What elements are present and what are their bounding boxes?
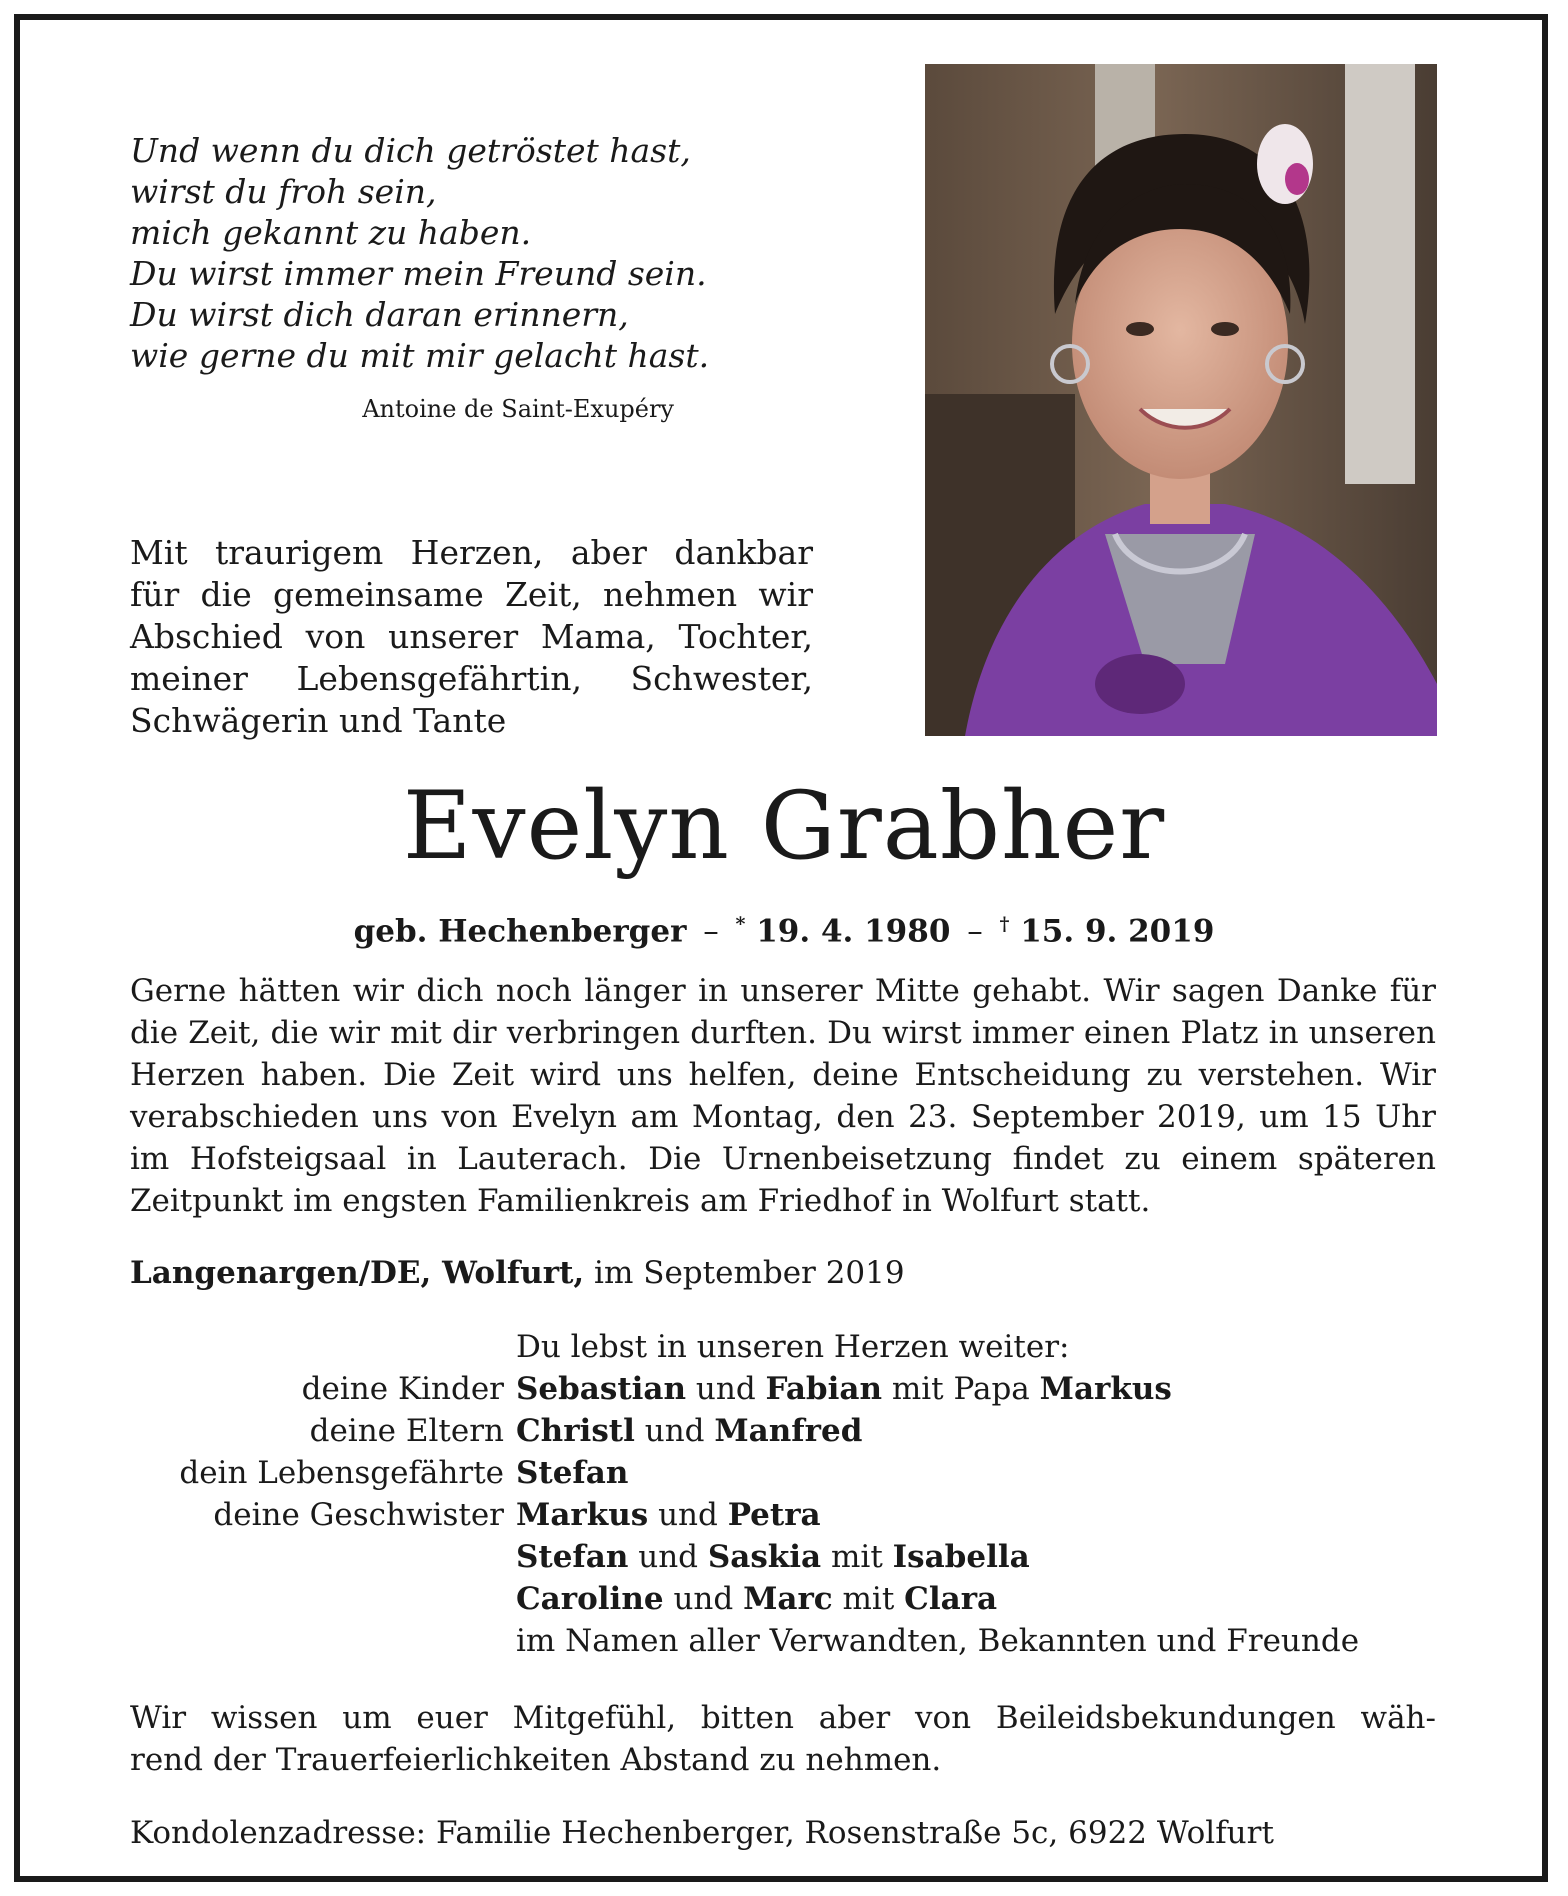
body-line: die Zeit, die wir mit dir verbringen durften. Du wirst immer einen Platz in unseren xyxy=(130,1015,1436,1051)
birth-date: 19. 4. 1980 xyxy=(756,913,951,950)
family-member-name: Manfred xyxy=(714,1413,863,1449)
family-relation: dein Lebensgefährte xyxy=(179,1455,504,1491)
family-row xyxy=(130,1494,1436,1536)
intro-text xyxy=(130,532,813,742)
intro-line: für die gemeinsame Zeit, nehmen wir xyxy=(130,575,813,614)
family-names xyxy=(516,1494,821,1536)
portrait-photo xyxy=(925,64,1437,736)
family-row xyxy=(130,1536,1436,1578)
family-connector: und xyxy=(686,1371,766,1407)
intro-line: Mit traurigem Herzen, aber dankbar xyxy=(130,533,813,572)
family-member-name: Markus xyxy=(516,1497,649,1533)
intro-line: Schwägerin und Tante xyxy=(130,701,507,740)
family-member-name: Stefan xyxy=(516,1539,629,1575)
family-member-name: Marc xyxy=(743,1581,833,1617)
intro-line: Abschied von unserer Mama, Tochter, xyxy=(130,617,813,656)
family-heading: Du lebst in unseren Herzen weiter: xyxy=(516,1329,1070,1365)
family-member-name: Saskia xyxy=(707,1539,822,1575)
family-names xyxy=(516,1578,997,1620)
poem xyxy=(130,130,710,376)
family-member-name: Caroline xyxy=(516,1581,664,1617)
poem-line: Du wirst immer mein Freund sein. xyxy=(130,254,707,293)
family-names xyxy=(516,1536,1030,1578)
family-member-name: Christl xyxy=(516,1413,635,1449)
family-member-name: Fabian xyxy=(765,1371,883,1407)
place-names: Langenargen/DE, Wolfurt, xyxy=(130,1255,585,1291)
family-connector: und xyxy=(628,1539,708,1575)
body-line: Zeitpunkt im engsten Familienkreis am Friedhof in Wolfurt statt. xyxy=(130,1183,1151,1219)
body-line: verabschieden uns von Evelyn am Montag, den 23. September 2019, um 15 Uhr xyxy=(130,1099,1436,1135)
closing-line: Wir wissen um euer Mitgefühl, bitten aber von Beileidsbekundungen wäh- xyxy=(130,1700,1436,1736)
family-connector: mit Papa xyxy=(882,1371,1040,1407)
family-member-name: Sebastian xyxy=(516,1371,687,1407)
deceased-name: Evelyn Grabher xyxy=(402,772,1166,881)
family-member-name: Petra xyxy=(727,1497,821,1533)
family-footer-row xyxy=(130,1620,1436,1662)
life-dates xyxy=(0,902,1568,953)
birth-name: geb. Hechenberger xyxy=(353,913,687,950)
family-row xyxy=(130,1410,1436,1452)
body-text xyxy=(130,970,1436,1222)
place-and-date xyxy=(130,1252,905,1294)
poem-line: Du wirst dich daran erinnern, xyxy=(130,295,629,334)
family-connector: mit xyxy=(821,1539,893,1575)
poem-line: wie gerne du mit mir gelacht hast. xyxy=(130,336,710,375)
family-member-name: Isabella xyxy=(892,1539,1030,1575)
dash: – xyxy=(703,913,719,950)
body-line: im Hofsteigsaal in Lauterach. Die Urnenbeisetzung findet zu einem späteren xyxy=(130,1141,1436,1177)
family-row xyxy=(130,1368,1436,1410)
poem-line: mich gekannt zu haben. xyxy=(130,213,532,252)
family-relation: deine Eltern xyxy=(309,1413,504,1449)
place-month: im September 2019 xyxy=(584,1255,905,1291)
death-date: 15. 9. 2019 xyxy=(1020,913,1215,950)
family-row xyxy=(130,1452,1436,1494)
birth-symbol: * xyxy=(735,913,746,935)
closing-text xyxy=(130,1697,1436,1781)
family-connector: und xyxy=(663,1581,744,1617)
condolence-address: Kondolenzadresse: Familie Hechenberger, Rosenstraße 5c, 6922 Wolfurt xyxy=(130,1815,1274,1851)
family-member-name: Clara xyxy=(904,1581,998,1617)
family-connector: mit xyxy=(832,1581,905,1617)
family-relation: deine Geschwister xyxy=(213,1497,504,1533)
body-line: Herzen haben. Die Zeit wird uns helfen, deine Entscheidung zu verstehen. Wir xyxy=(130,1057,1436,1093)
family-member-name: Stefan xyxy=(516,1455,629,1491)
poem-author: Antoine de Saint-Exupéry xyxy=(362,395,674,423)
family-connector: und xyxy=(634,1413,715,1449)
family-names xyxy=(516,1410,862,1452)
dash: – xyxy=(967,913,983,950)
poem-line: Und wenn du dich getröstet hast, xyxy=(130,131,691,170)
family-connector: und xyxy=(648,1497,728,1533)
family-heading-row xyxy=(130,1326,1436,1368)
poem-line: wirst du froh sein, xyxy=(130,172,437,211)
family-member-name: Markus xyxy=(1039,1371,1172,1407)
family-names xyxy=(516,1452,628,1494)
body-line: Gerne hätten wir dich noch länger in unserer Mitte gehabt. Wir sagen Danke für xyxy=(130,973,1436,1009)
family-row xyxy=(130,1578,1436,1620)
intro-line: meiner Lebensgefährtin, Schwester, xyxy=(130,659,813,698)
family-list xyxy=(130,1326,1436,1662)
family-footer: im Namen aller Verwandten, Bekannten und Freunde xyxy=(516,1623,1360,1659)
death-symbol: † xyxy=(999,913,1010,935)
family-relation xyxy=(130,1536,516,1578)
closing-line: rend der Trauerfeierlichkeiten Abstand zu nehmen. xyxy=(130,1742,942,1778)
family-names xyxy=(516,1368,1172,1410)
family-relation: deine Kinder xyxy=(301,1371,504,1407)
family-relation xyxy=(130,1578,516,1620)
